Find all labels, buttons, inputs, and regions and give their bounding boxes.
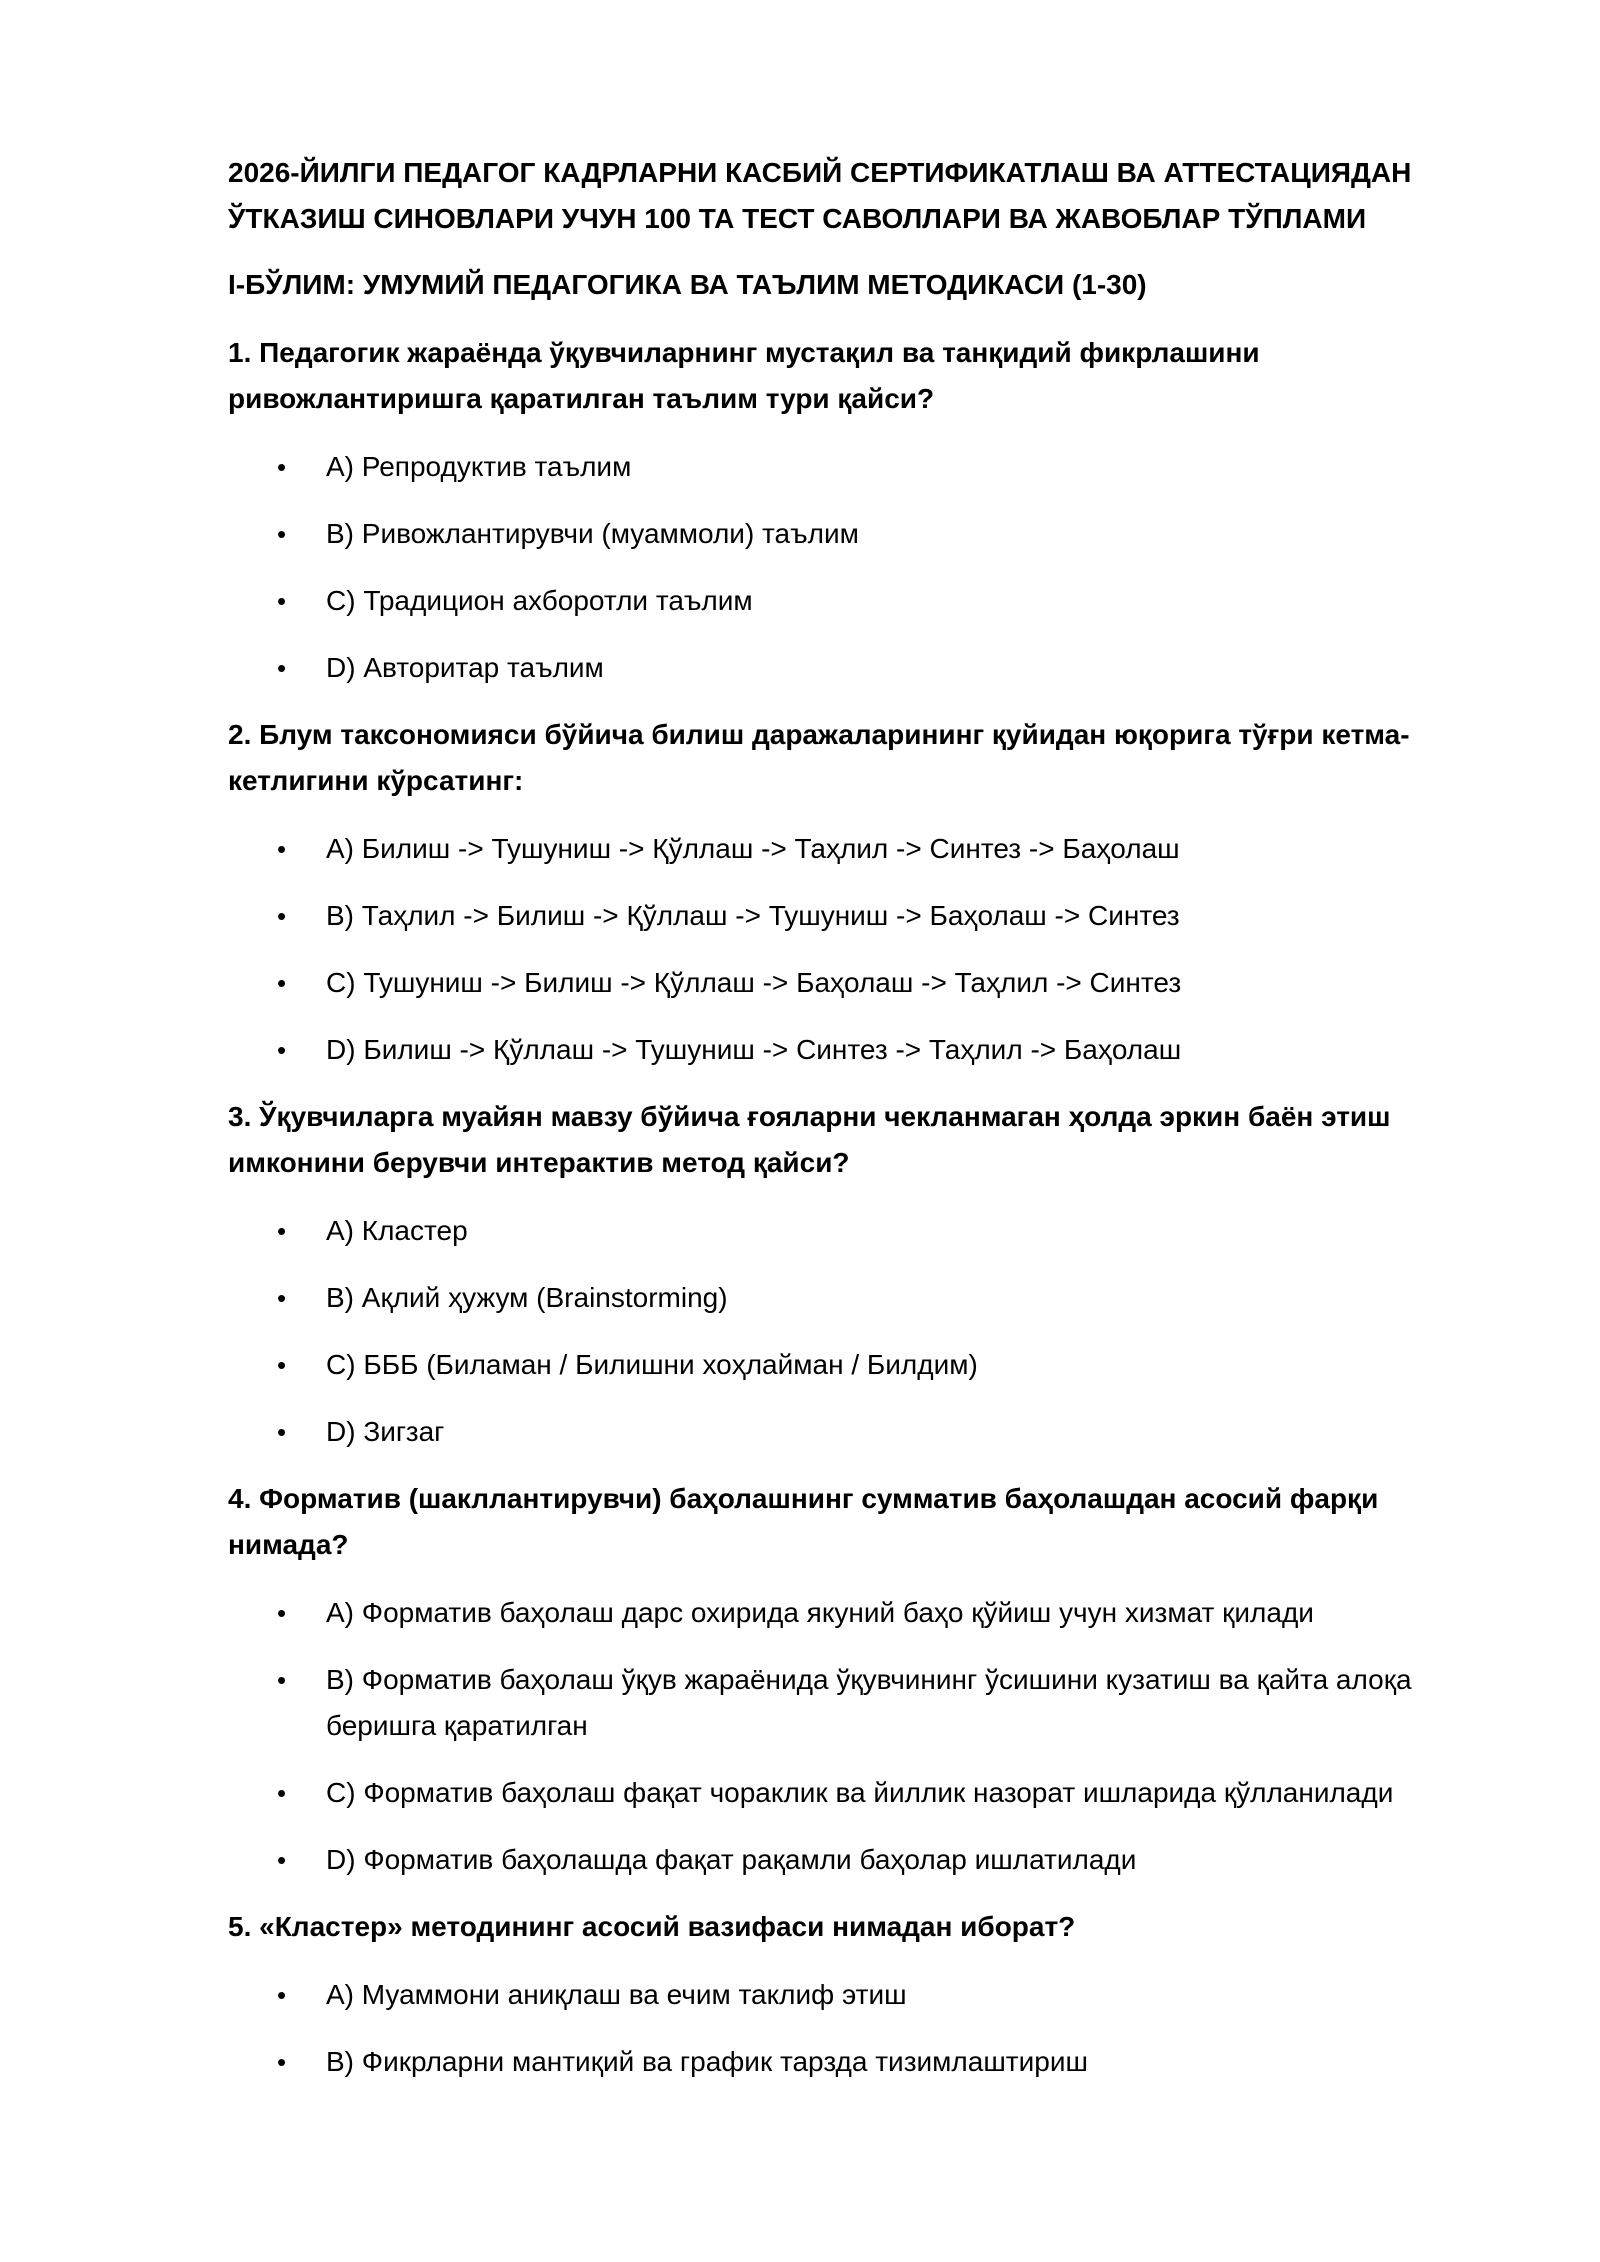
answer-option [228, 1590, 1488, 1636]
bullet-icon: • [277, 519, 287, 549]
bullet-icon: • [277, 968, 287, 998]
question-item [228, 1476, 1488, 1883]
answer-option [228, 1770, 1488, 1816]
bullet-icon: • [277, 2047, 287, 2077]
answer-option [228, 1208, 1488, 1254]
answer-option [228, 960, 1488, 1006]
answer-option-text: A) Муаммони аниқлаш ва ечим таклиф этиш [326, 1979, 907, 2010]
answer-options [228, 444, 1488, 691]
answer-option [228, 2039, 1488, 2085]
bullet-icon: • [277, 1665, 287, 1695]
answer-options [228, 1208, 1488, 1455]
question-text: 4. Форматив (шакллантирувчи) баҳолашнинг сумматив баҳолашдан асосий фарқи нимада? [228, 1483, 1379, 1560]
answer-option [228, 1342, 1488, 1388]
answer-option-text: A) Форматив баҳолаш дарс охирида якуний баҳо қўйиш учун хизмат қилади [326, 1597, 1314, 1628]
answer-option [228, 444, 1488, 490]
answer-option [228, 826, 1488, 872]
answer-option-text: A) Репродуктив таълим [326, 451, 632, 482]
answer-options [228, 826, 1488, 1073]
answer-option [228, 511, 1488, 557]
answer-option-text: C) Форматив баҳолаш фақат чораклик ва йиллик назорат ишларида қўлланилади [326, 1777, 1394, 1808]
bullet-icon: • [277, 1845, 287, 1875]
bullet-icon: • [277, 1778, 287, 1808]
answer-option [228, 645, 1488, 691]
answer-option-text: A) Билиш -> Тушуниш -> Қўллаш -> Таҳлил -> Синтез -> Баҳолаш [326, 833, 1180, 864]
answer-option-text: C) БББ (Биламан / Билишни хоҳлайман / Билдим) [326, 1349, 978, 1380]
answer-options [228, 1972, 1488, 2085]
bullet-icon: • [277, 1598, 287, 1628]
section-title: I-БЎЛИМ: УМУМИЙ ПЕДАГОГИКА ВА ТАЪЛИМ МЕТОДИКАСИ (1-30) [228, 269, 1147, 300]
bullet-icon: • [277, 1283, 287, 1313]
bullet-icon: • [277, 586, 287, 616]
bullet-icon: • [277, 1216, 287, 1246]
bullet-icon: • [277, 1417, 287, 1447]
bullet-icon: • [277, 1980, 287, 2010]
answer-option [228, 578, 1488, 624]
answer-options [228, 1590, 1488, 1883]
bullet-icon: • [277, 834, 287, 864]
question-text: 2. Блум таксономияси бўйича билиш даражаларининг қуйидан юқорига тўғри кетма-кетлигини кўрсатинг: [228, 719, 1410, 796]
answer-option-text: A) Кластер [326, 1215, 468, 1246]
answer-option [228, 1837, 1488, 1883]
answer-option-text: B) Фикрларни мантиқий ва график тарзда тизимлаштириш [326, 2046, 1088, 2077]
document-title: 2026-ЙИЛГИ ПЕДАГОГ КАДРЛАРНИ КАСБИЙ СЕРТИФИКАТЛАШ ВА АТТЕСТАЦИЯДАН ЎТКАЗИШ СИНОВЛАРИ УЧУН 100 ТА ТЕСТ САВОЛЛАРИ ВА ЖАВОБЛАР ТЎПЛАМИ [228, 157, 1412, 234]
bullet-icon: • [277, 1035, 287, 1065]
question-text: 5. «Кластер» методининг асосий вазифаси нимадан иборат? [228, 1911, 1076, 1942]
question-text: 3. Ўқувчиларга муайян мавзу бўйича ғояларни чекланмаган ҳолда эркин баён этиш имконини берувчи интерактив метод қайси? [228, 1101, 1391, 1178]
answer-option [228, 1275, 1488, 1321]
answer-option-text: B) Таҳлил -> Билиш -> Қўллаш -> Тушуниш -> Баҳолаш -> Синтез [326, 900, 1180, 931]
answer-option-text: D) Билиш -> Қўллаш -> Тушуниш -> Синтез -> Таҳлил -> Баҳолаш [326, 1034, 1182, 1065]
answer-option [228, 893, 1488, 939]
bullet-icon: • [277, 901, 287, 931]
question-item [228, 1094, 1488, 1455]
question-item [228, 330, 1488, 691]
answer-option-text: D) Форматив баҳолашда фақат рақамли баҳолар ишлатилади [326, 1844, 1137, 1875]
answer-option-text: B) Ривожлантирувчи (муаммоли) таълим [326, 518, 859, 549]
question-item [228, 1904, 1488, 2085]
document-page [228, 150, 1488, 2106]
question-text: 1. Педагогик жараёнда ўқувчиларнинг мустақил ва танқидий фикрлашини ривожлантиришга қаратилган таълим тури қайси? [228, 337, 1260, 414]
answer-option-text: C) Традицион ахборотли таълим [326, 585, 753, 616]
bullet-icon: • [277, 452, 287, 482]
answer-option-text: B) Форматив баҳолаш ўқув жараёнида ўқувчининг ўсишини кузатиш ва қайта алоқа беришга қаратилган [326, 1664, 1412, 1741]
answer-option-text: D) Зигзаг [326, 1416, 445, 1447]
answer-option-text: D) Авторитар таълим [326, 652, 604, 683]
answer-option [228, 1972, 1488, 2018]
answer-option [228, 1027, 1488, 1073]
answer-option-text: C) Тушуниш -> Билиш -> Қўллаш -> Баҳолаш -> Таҳлил -> Синтез [326, 967, 1182, 998]
bullet-icon: • [277, 1350, 287, 1380]
answer-option-text: B) Ақлий ҳужум (Brainstorming) [326, 1282, 728, 1313]
bullet-icon: • [277, 653, 287, 683]
answer-option [228, 1409, 1488, 1455]
question-list [228, 330, 1488, 2085]
answer-option [228, 1657, 1488, 1749]
question-item [228, 712, 1488, 1073]
